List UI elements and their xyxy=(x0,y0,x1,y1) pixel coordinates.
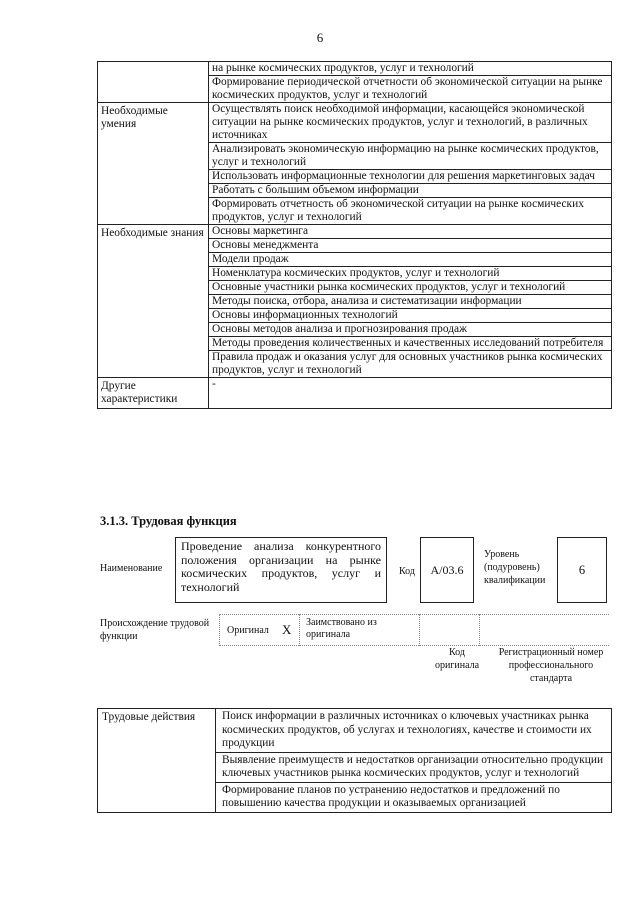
skill-item: Использовать информационные технологии для решения маркетинговых задач xyxy=(209,170,612,184)
page-number: 6 xyxy=(316,30,324,45)
table-row xyxy=(98,62,612,76)
skill-item: Анализировать экономическую информацию на рынке космических продуктов, услуг и технологий xyxy=(209,143,612,170)
other-label: Другие характеристики xyxy=(98,378,209,409)
table-row xyxy=(98,709,612,753)
original-cell xyxy=(219,614,299,646)
section-heading: 3.1.3. Трудовая функция xyxy=(100,514,237,528)
table-row xyxy=(98,225,612,239)
knowledge-label: Необходимые знания xyxy=(98,225,209,378)
origin-grid xyxy=(219,614,609,646)
action-item: Поиск информации в различных источниках о ключевых участниках рынка космических продуктов, об услугах и технологиях, качестве и стоимости их продукции xyxy=(216,709,612,753)
skill-item: Формировать отчетность об экономической ситуации на рынке космических продуктов, услуг и технологий xyxy=(209,198,612,225)
skills-knowledge-table xyxy=(97,61,612,409)
knowledge-item: Правила продаж и оказания услуг для основных участников рынка космических продуктов, услуг и технологий xyxy=(209,351,612,378)
other-value: - xyxy=(209,378,612,409)
action-item: Формирование планов по устранению недостатков и предложений по повышению качества продукции и оказываемых организацией xyxy=(216,782,612,812)
level-label: Уровень (подуровень) квалификации xyxy=(484,549,546,586)
level-box: 6 xyxy=(557,537,607,603)
code-original-label: Код оригинала xyxy=(434,647,480,671)
registration-label: Регистрационный номер профессионального стандарта xyxy=(498,647,604,684)
knowledge-item: Основы методов анализа и прогнозирования продаж xyxy=(209,323,612,337)
skill-item: Осуществлять поиск необходимой информации, касающейся экономической ситуации на рынке космических продуктов, услуг и технологий, в различных источниках xyxy=(209,103,612,143)
knowledge-item: Основы менеджмента xyxy=(209,239,612,253)
registration-cell xyxy=(479,614,609,646)
name-label: Наименование xyxy=(100,563,163,574)
table-row xyxy=(98,103,612,143)
code-original-cell xyxy=(419,614,479,646)
skills-label: Необходимые умения xyxy=(98,103,209,225)
table-cell: на рынке космических продуктов, услуг и технологий xyxy=(209,62,612,76)
borrowed-cell: Заимствовано из оригинала xyxy=(299,614,419,646)
knowledge-item: Основы информационных технологий xyxy=(209,309,612,323)
knowledge-item: Номенклатура космических продуктов, услуг и технологий xyxy=(209,267,612,281)
code-label: Код xyxy=(399,566,415,577)
actions-label: Трудовые действия xyxy=(98,709,216,813)
function-code-box: А/03.6 xyxy=(420,537,474,603)
original-label: Оригинал xyxy=(227,625,269,636)
original-mark: Х xyxy=(282,622,292,637)
table-row xyxy=(98,378,612,409)
skill-item: Работать с большим объемом информации xyxy=(209,184,612,198)
table-cell: Формирование периодической отчетности об экономической ситуации на рынке космических продуктов, услуг и технологий xyxy=(209,76,612,103)
knowledge-item: Модели продаж xyxy=(209,253,612,267)
actions-table xyxy=(97,708,612,813)
knowledge-item: Основные участники рынка космических продуктов, услуг и технологий xyxy=(209,281,612,295)
action-item: Выявление преимуществ и недостатков организации относительно продукции ключевых участников рынка космических продуктов, услуг и технологий xyxy=(216,752,612,782)
knowledge-item: Основы маркетинга xyxy=(209,225,612,239)
function-name-box: Проведение анализа конкурентного положения организации на рынке космических продуктов, услуг и технологий xyxy=(175,537,387,603)
origin-label: Происхождение трудовой функции xyxy=(100,618,210,642)
knowledge-item: Методы проведения количественных и качественных исследований потребителя xyxy=(209,337,612,351)
knowledge-item: Методы поиска, отбора, анализа и систематизации информации xyxy=(209,295,612,309)
